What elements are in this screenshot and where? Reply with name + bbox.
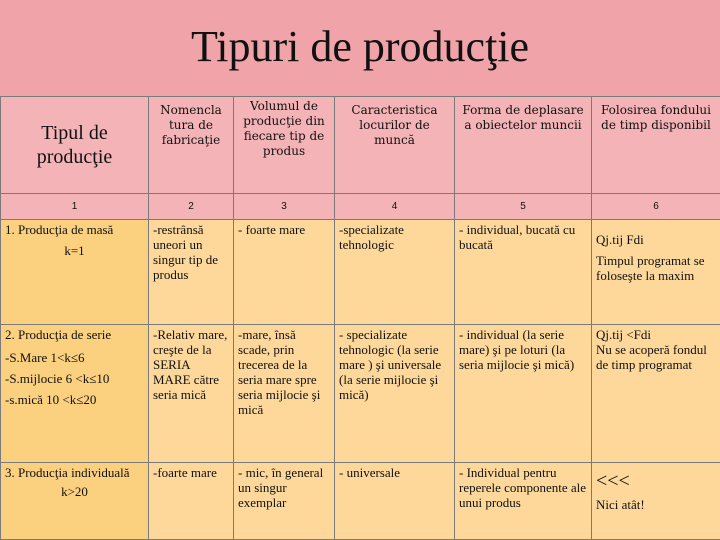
column-number: 1 bbox=[1, 194, 149, 220]
header-forma: Forma de deplasare a obiectelor muncii bbox=[455, 97, 592, 194]
cell-line: Nici atât! bbox=[596, 497, 645, 512]
header-folosirea: Folosirea fondului de timp disponibil bbox=[592, 97, 720, 194]
header-volum: Volumul de producţie din fiecare tip de produs bbox=[234, 97, 335, 194]
cell-line: 3. Producţia individuală bbox=[5, 465, 130, 480]
cell-tipul bbox=[1, 220, 149, 325]
header-caracteristica: Caracteristica locurilor de muncă bbox=[335, 97, 455, 194]
cell-line: -s.mică 10 <k≤20 bbox=[5, 392, 97, 407]
table-row-individuala bbox=[1, 463, 720, 540]
column-number: 6 bbox=[592, 194, 720, 220]
cell-forma: - individual, bucată cu bucată bbox=[455, 220, 592, 325]
cell-caracteristica: - specializate tehnologic (la serie mare ) şi universale (la serie mijlocie şi mică) bbox=[335, 325, 455, 463]
table-row-masa bbox=[1, 220, 720, 325]
cell-nomenclatura: -foarte mare bbox=[149, 463, 234, 540]
column-number: 2 bbox=[149, 194, 234, 220]
cell-line: -S.mijlocie 6 <k≤10 bbox=[5, 371, 110, 386]
cell-volum: -mare, însă scade, prin trecerea de la seria mare spre seria mijlocie şi mică bbox=[234, 325, 335, 463]
cell-volum: - mic, în general un singur exemplar bbox=[234, 463, 335, 540]
cell-nomenclatura: -restrânsă uneori un singur tip de produs bbox=[149, 220, 234, 325]
column-number: 5 bbox=[455, 194, 592, 220]
table-row-serie bbox=[1, 325, 720, 463]
column-number: 4 bbox=[335, 194, 455, 220]
cell-line: -S.Mare 1<k≤6 bbox=[5, 350, 85, 365]
cell-forma: - individual (la serie mare) şi pe loturi (la seria mijlocie şi mică) bbox=[455, 325, 592, 463]
cell-folosirea bbox=[592, 463, 720, 540]
cell-folosirea bbox=[592, 220, 720, 325]
page-title: Tipuri de producţie bbox=[190, 22, 530, 71]
cell-line: 2. Producţia de serie bbox=[5, 327, 112, 342]
production-types-table bbox=[0, 96, 720, 540]
cell-nomenclatura: -Relativ mare, creşte de la SERIA MARE către seria mică bbox=[149, 325, 234, 463]
column-number: 3 bbox=[234, 194, 335, 220]
cell-forma: - Individual pentru reperele componente ale unui produs bbox=[455, 463, 592, 540]
header-nomenclatura: Nomencla tura de fabricaţie bbox=[149, 97, 234, 194]
cell-volum: - foarte mare bbox=[234, 220, 335, 325]
cell-caracteristica: - universale bbox=[335, 463, 455, 540]
cell-line: k>20 bbox=[61, 484, 88, 499]
cell-line: Timpul programat se foloseşte la maxim bbox=[596, 253, 705, 283]
cell-line: 1. Producţia de masă bbox=[5, 222, 114, 237]
cell-line: Qj.tij <Fdi bbox=[596, 327, 652, 342]
cell-line: Nu se acoperă fondul de timp programat bbox=[596, 342, 707, 372]
cell-caracteristica: -specializate tehnologic bbox=[335, 220, 455, 325]
cell-tipul bbox=[1, 463, 149, 540]
cell-line: <<< bbox=[596, 470, 630, 492]
cell-folosirea bbox=[592, 325, 720, 463]
header-tipul: Tipul de producţie bbox=[1, 97, 149, 194]
header-row bbox=[1, 97, 720, 194]
cell-tipul bbox=[1, 325, 149, 463]
cell-line: Qj.tij Fdi bbox=[596, 232, 644, 247]
cell-line: k=1 bbox=[64, 243, 85, 258]
column-number-row bbox=[1, 194, 720, 220]
